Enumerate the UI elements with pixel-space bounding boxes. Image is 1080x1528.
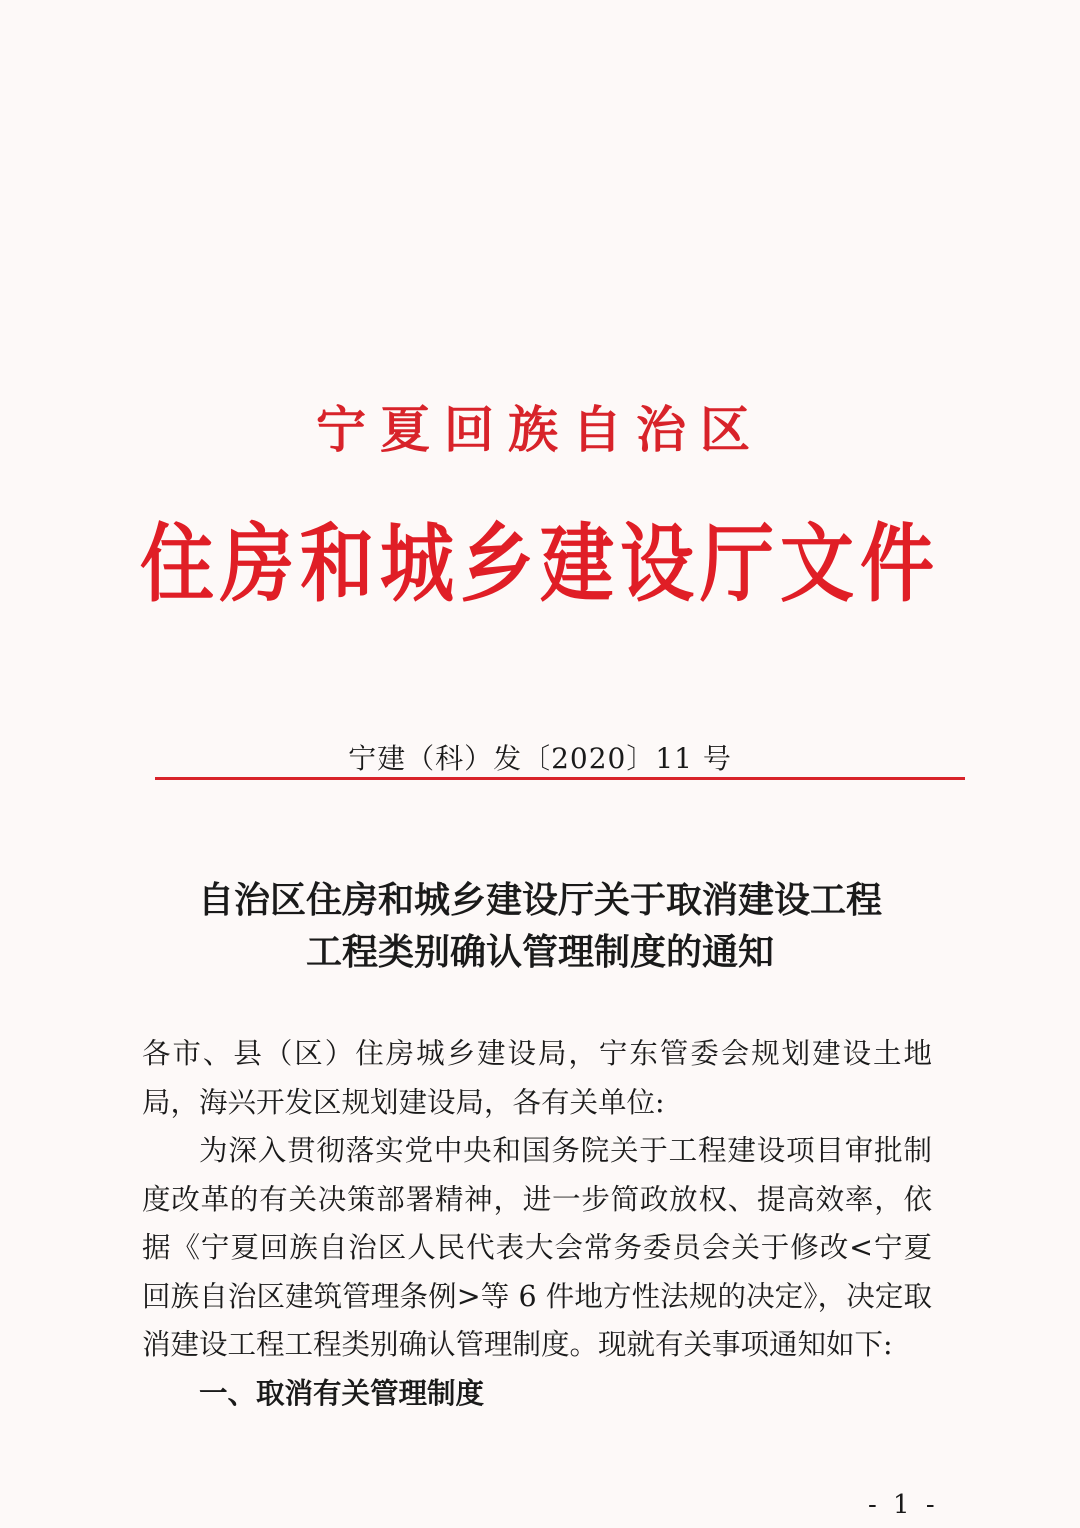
recipients: 各市、县（区）住房城乡建设局，宁东管委会规划建设土地局，海兴开发区规划建设局，各有关单位:: [142, 1037, 932, 1119]
page-number: - 1 -: [868, 1490, 939, 1520]
document-number: 宁建（科）发〔2020〕11 号: [348, 742, 732, 775]
section-1-heading: 一、取消有关管理制度: [199, 1376, 485, 1410]
header-department-file: 住房和城乡建设厅文件: [140, 515, 940, 615]
title-line-2: 工程类别确认管理制度的通知: [305, 932, 774, 973]
title-line-1: 自治区住房和城乡建设厅关于取消建设工程: [197, 880, 882, 921]
document-title: [0, 875, 1080, 979]
document-body: [142, 1030, 932, 1418]
red-divider: [155, 777, 965, 780]
header-region: 宁夏回族自治区: [316, 400, 764, 459]
paragraph-1: 为深入贯彻落实党中央和国务院关于工程建设项目审批制度改革的有关决策部署精神，进一步简政放权、提高效率，依据《宁夏回族自治区人民代表大会常务委员会关于修改<宁夏回族自治区建筑管理条例>等 6 件地方性法规的决定》，决定取消建设工程工程类别确认管理制度。现就有关事项通知如下:: [142, 1134, 932, 1361]
